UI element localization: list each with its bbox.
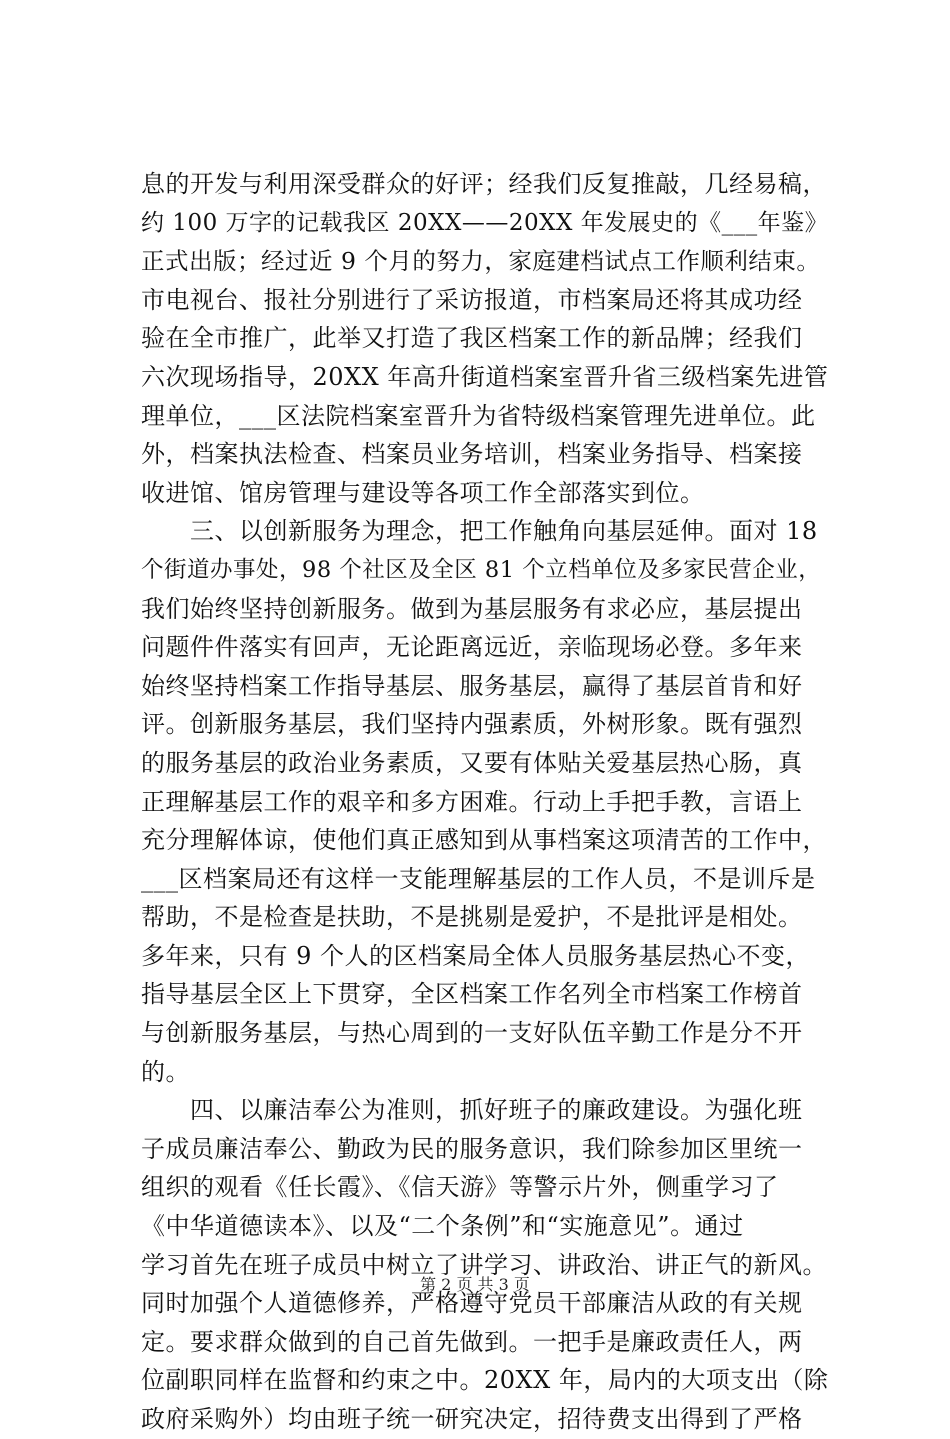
text-line: ___区档案局还有这样一支能理解基层的工作人员，不是训斥是 — [141, 864, 816, 893]
text-line: 帮助，不是检查是扶助，不是挑剔是爱护，不是批评是相处。 — [141, 903, 803, 932]
text-line: 同时加强个人道德修养，严格遵守党员干部廉洁从政的有关规 — [141, 1289, 803, 1318]
text-line: 政府采购外）均由班子统一研究决定，招待费支出得到了严格 — [141, 1405, 803, 1433]
text-line: 子成员廉洁奉公、勤政为民的服务意识，我们除参加区里统一 — [141, 1134, 803, 1163]
text-line: 个街道办事处，98 个社区及全区 81 个立档单位及多家民营企业， — [141, 556, 822, 583]
text-line: 外，档案执法检查、档案员业务培训，档案业务指导、档案接 — [141, 440, 803, 469]
text-line: 我们始终坚持创新服务。做到为基层服务有求必应，基层提出 — [141, 594, 803, 623]
text-line: 收进馆、馆房管理与建设等各项工作全部落实到位。 — [141, 478, 705, 507]
text-line: 组织的观看《任长霞》、《信天游》等警示片外，侧重学习了 — [141, 1173, 779, 1202]
text-line: 位副职同样在监督和约束之中。20XX 年，局内的大项支出（除 — [141, 1366, 829, 1395]
text-line: 学习首先在班子成员中树立了讲学习、讲政治、讲正气的新风。 — [141, 1250, 827, 1279]
text-line: 充分理解体谅，使他们真正感知到从事档案这项清苦的工作中， — [141, 826, 827, 855]
text-line: 问题件件落实有回声，无论距离远近，亲临现场必登。多年来 — [141, 633, 803, 662]
text-line: 定。要求群众做到的自己首先做到。一把手是廉政责任人，两 — [141, 1327, 803, 1356]
text-line: 指导基层全区上下贯穿，全区档案工作名列全市档案工作榜首 — [141, 980, 803, 1009]
text-line: 的。 — [141, 1057, 190, 1086]
text-line: 始终坚持档案工作指导基层、服务基层，赢得了基层首肯和好 — [141, 671, 803, 700]
document-body — [141, 165, 831, 1439]
text-line: 多年来，只有 9 个人的区档案局全体人员服务基层热心不变， — [141, 941, 811, 970]
section-three-heading-line: 三、以创新服务为理念，把工作触角向基层延伸。面对 18 — [141, 517, 818, 546]
text-line: 正式出版；经过近 9 个月的努力，家庭建档试点工作顺利结束。 — [141, 247, 821, 276]
text-line: 六次现场指导，20XX 年高升街道档案室晋升省三级档案先进管 — [141, 362, 829, 391]
text-line: 评。创新服务基层，我们坚持内强素质，外树形象。既有强烈 — [141, 710, 803, 739]
text-line: 理单位，___区法院档案室晋升为省特级档案管理先进单位。此 — [141, 401, 816, 430]
text-line: 正理解基层工作的艰辛和多方困难。行动上手把手教，言语上 — [141, 787, 803, 816]
text-line: 验在全市推广，此举又打造了我区档案工作的新品牌；经我们 — [141, 324, 803, 353]
text-line: 《中华道德读本》、以及“二个条例”和“实施意见”。通过 — [141, 1212, 744, 1241]
text-line: 约 100 万字的记载我区 20XX——20XX 年发展史的《___年鉴》 — [141, 209, 829, 236]
text-line: 市电视台、报社分别进行了采访报道，市档案局还将其成功经 — [141, 285, 803, 314]
section-four-heading-line: 四、以廉洁奉公为准则，抓好班子的廉政建设。为强化班 — [141, 1096, 803, 1125]
text-line: 的服务基层的政治业务素质，又要有体贴关爱基层热心肠，真 — [141, 748, 803, 777]
page-number-footer: 第 2 页 共 3 页 — [420, 1275, 530, 1294]
text-line: 与创新服务基层，与热心周到的一支好队伍辛勤工作是分不开 — [141, 1019, 803, 1048]
text-line: 息的开发与利用深受群众的好评；经我们反复推敲，几经易稿， — [141, 170, 827, 198]
